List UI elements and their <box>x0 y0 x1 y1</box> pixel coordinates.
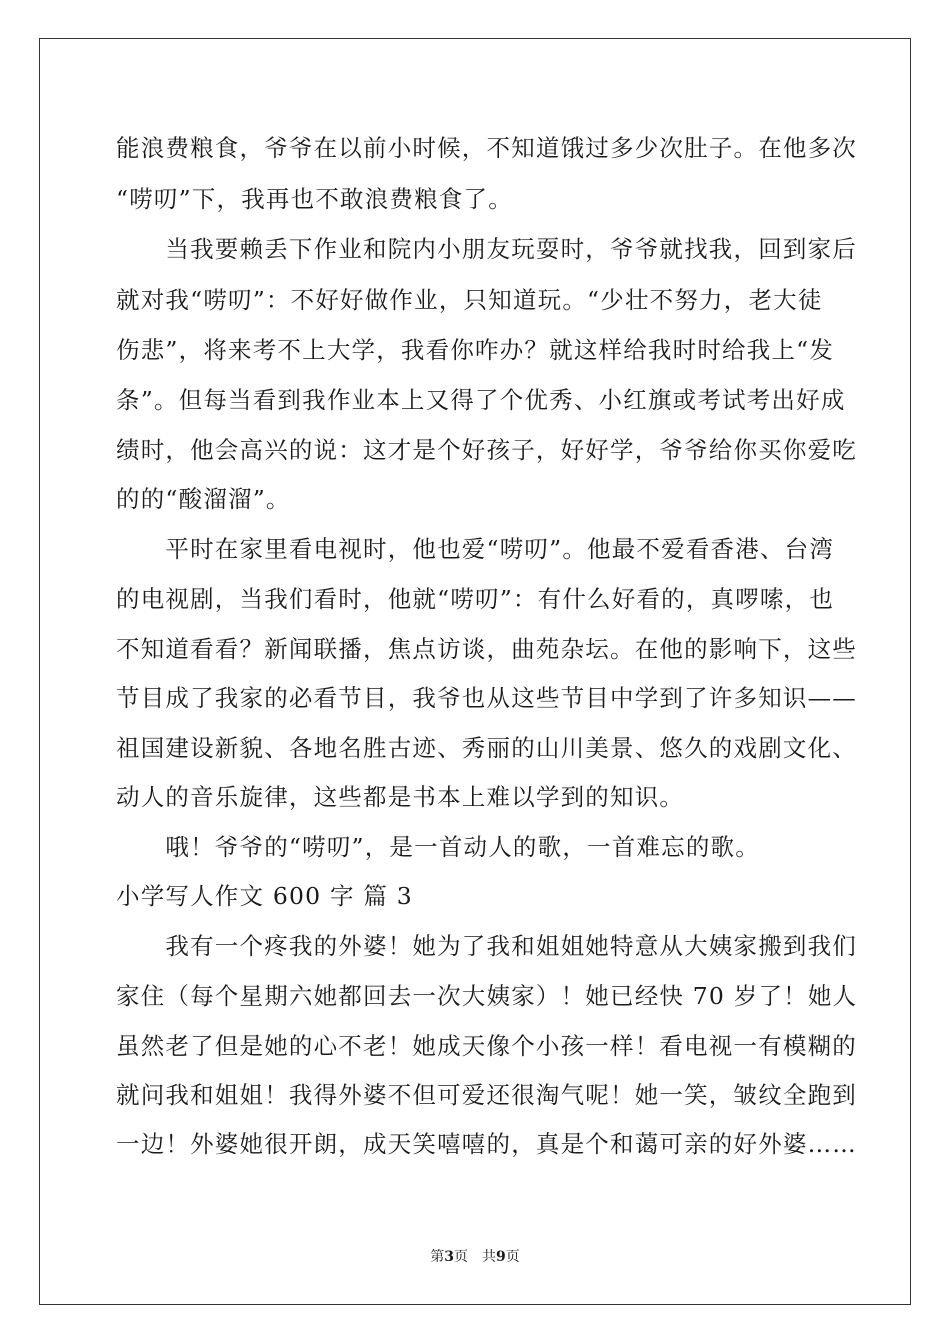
page-total: 9 <box>496 1249 506 1265</box>
text-line: “唠叨”下，我再也不敢浪费粮食了。 <box>116 185 513 213</box>
text-line: 能浪费粮食，爷爷在以前小时候，不知道饿过多少次肚子。在他多次 <box>116 134 857 162</box>
page-mid: 页 共 <box>454 1249 496 1265</box>
text-line: 伤悲”，将来考不上大学，我看你咋办？就这样给我时时给我上“发 <box>116 336 835 364</box>
text-line: 的电视剧，当我们看时，他就“唠叨”：有什么好看的，真啰嗦，也 <box>116 585 835 613</box>
text-line: 哦！爷爷的“唠叨”，是一首动人的歌，一首难忘的歌。 <box>116 833 760 861</box>
text-line: 虽然老了但是她的心不老！她成天像个小孩一样！看电视一有模糊的 <box>116 1032 857 1060</box>
text-line: 当我要赖丢下作业和院内小朋友玩耍时，爷爷就找我，回到家后 <box>116 235 857 263</box>
text-line: 家住（每个星期六她都回去一次大姨家）！她已经快 70 岁了！她人 <box>116 982 858 1010</box>
text-line: 不知道看看？新闻联播，焦点访谈，曲苑杂坛。在他的影响下，这些 <box>116 635 857 663</box>
page-number: 3 <box>444 1249 454 1265</box>
text-line: 就问我和姐姐！我得外婆不但可爱还很淘气呢！她一笑，皱纹全跑到 <box>116 1081 857 1109</box>
page-suffix: 页 <box>505 1249 520 1265</box>
text-line: 平时在家里看电视时，他也爱“唠叨”。他最不爱看香港、台湾 <box>116 535 835 563</box>
page-border <box>39 38 911 1305</box>
text-line: 一边！外婆她很开朗，成天笑嘻嘻的，真是个和蔼可亲的好外婆…… <box>116 1130 857 1158</box>
text-line: 就对我“唠叨”：不好好做作业，只知道玩。“少壮不努力，老大徒 <box>116 286 823 314</box>
section-heading: 小学写人作文 600 字 篇 3 <box>116 882 413 910</box>
text-line: 条”。但每当看到我作业本上又得了个优秀、小红旗或考试考出好成 <box>116 386 846 414</box>
text-line: 的的“酸溜溜”。 <box>116 485 291 513</box>
page-prefix: 第 <box>430 1249 445 1265</box>
text-line: 我有一个疼我的外婆！她为了我和姐姐她特意从大姨家搬到我们 <box>116 932 857 960</box>
text-line: 动人的音乐旋律，这些都是书本上难以学到的知识。 <box>116 783 685 811</box>
page-footer <box>0 1248 950 1266</box>
text-line: 绩时，他会高兴的说：这才是个好孩子，好好学，爷爷给你买你爱吃 <box>116 436 857 464</box>
text-line: 祖国建设新貌、各地名胜古迹、秀丽的山川美景、悠久的戏剧文化、 <box>116 734 857 762</box>
text-line: 节目成了我家的必看节目，我爷也从这些节目中学到了许多知识—— <box>116 684 857 712</box>
